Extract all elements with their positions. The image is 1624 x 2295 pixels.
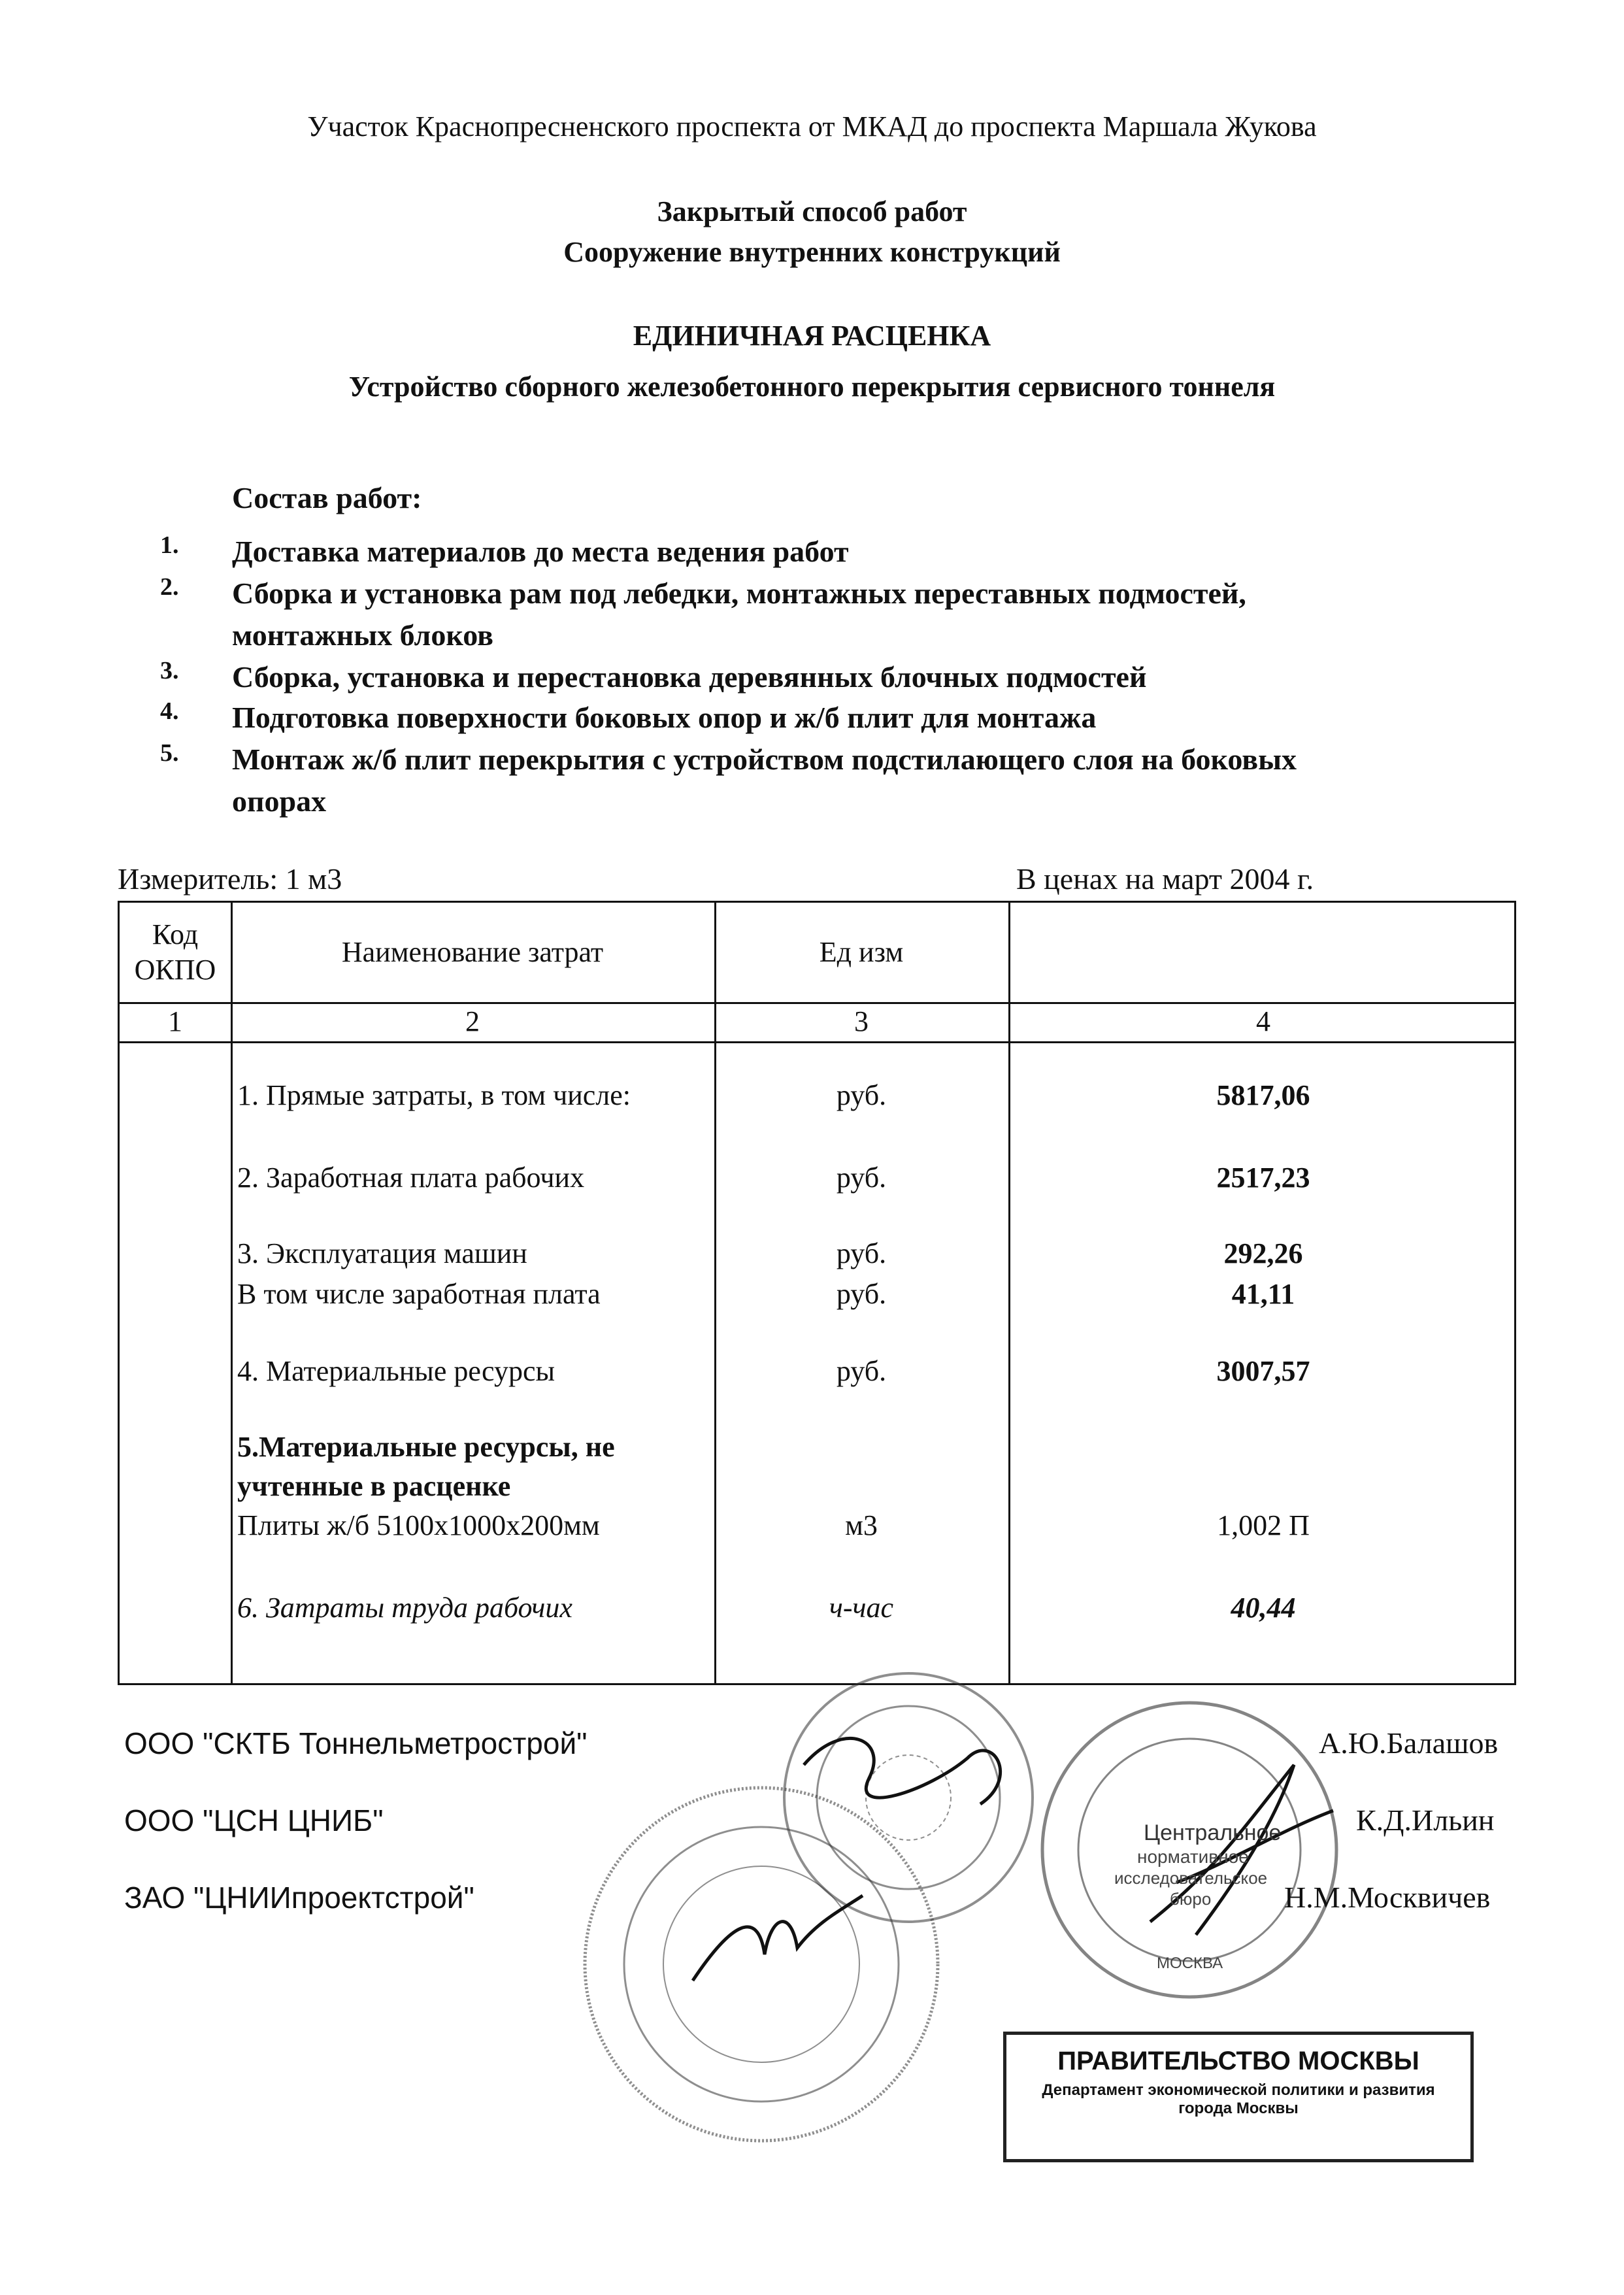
doc-subject: Устройство сборного железобетонного перекрытия сервисного тоннеля: [348, 371, 1276, 403]
works-item-num: 1.: [160, 531, 179, 559]
row-machines-value: 292,26: [1223, 1237, 1303, 1269]
row-slabs-unit: м3: [845, 1509, 878, 1541]
works-item-text: Доставка материалов до места ведения работ: [232, 535, 849, 568]
signature-org: ООО "ЦСН ЦНИБ": [124, 1803, 384, 1837]
works-item-num: 5.: [160, 739, 179, 767]
stamp-center-line: нормативное: [1137, 1847, 1249, 1867]
measure-unit: Измеритель: 1 м3: [118, 862, 342, 896]
col-number: 1: [168, 1005, 182, 1037]
signature-name: Н.М.Москвичев: [1284, 1881, 1491, 1914]
stamp-round-center: [784, 1673, 1033, 1922]
works-heading: Состав работ:: [232, 481, 422, 514]
stamp-round-left: [585, 1788, 938, 2141]
col-header-name: Наименование затрат: [341, 936, 604, 968]
row-direct-name: 1. Прямые затраты, в том числе:: [237, 1079, 631, 1111]
gov-stamp-subtitle: Департамент экономической политики и развития: [1042, 2081, 1435, 2099]
works-item-text: Сборка и установка рам под лебедки, монтажных переставных подмостей,: [232, 577, 1246, 610]
row-materials-unit: руб.: [836, 1355, 887, 1387]
signature-org: ЗАО "ЦНИИпроектстрой": [124, 1881, 474, 1915]
col-number: 4: [1256, 1005, 1270, 1037]
gov-approval-stamp: [1003, 2032, 1474, 2162]
price-date: В ценах на март 2004 г.: [1016, 862, 1314, 896]
row-slabs-name: Плиты ж/б 5100х1000х200мм: [237, 1509, 600, 1541]
gov-stamp-subtitle: города Москвы: [1178, 2100, 1299, 2117]
col-number: 3: [854, 1005, 869, 1037]
works-item-text: опорах: [232, 784, 327, 818]
row-machines-wages-unit: руб.: [836, 1278, 887, 1310]
row-wages-unit: руб.: [836, 1162, 887, 1194]
works-item-num: 4.: [160, 697, 179, 725]
works-item-text: Сборка, установка и перестановка деревянных блочных подмостей: [232, 660, 1147, 694]
row-direct-unit: руб.: [836, 1079, 887, 1111]
row-machines-wages-name: В том числе заработная плата: [237, 1278, 601, 1310]
row-materials-name: 4. Материальные ресурсы: [237, 1355, 555, 1387]
col-header-unit: Ед изм: [819, 936, 904, 968]
row-slabs-value: 1,002 П: [1217, 1509, 1310, 1541]
row-wages-value: 2517,23: [1216, 1162, 1310, 1194]
signature-moskvichev: [693, 1896, 863, 1981]
col-header-code: Код ОКПО: [134, 918, 216, 986]
signature-name: А.Ю.Балашов: [1319, 1726, 1499, 1760]
row-labor-name: 6. Затраты труда рабочих: [237, 1592, 572, 1624]
row-machines-name: 3. Эксплуатация машин: [237, 1237, 527, 1269]
works-item-text: монтажных блоков: [232, 618, 493, 652]
work-stage: Сооружение внутренних конструкций: [563, 236, 1061, 268]
works-item-text: Монтаж ж/б плит перекрытия с устройством подстилающего слоя на боковых: [232, 743, 1297, 776]
works-item-text: Подготовка поверхности боковых опор и ж/б плит для монтажа: [232, 701, 1097, 734]
signature-balashov: [804, 1739, 1001, 1804]
col-number: 2: [465, 1005, 480, 1037]
stamp-moscow: МОСКВА: [1157, 1954, 1223, 1972]
row-labor-unit: ч-час: [829, 1592, 894, 1624]
row-labor-value: 40,44: [1231, 1592, 1296, 1624]
row-machines-unit: руб.: [836, 1237, 887, 1269]
work-method: Закрытый способ работ: [657, 195, 967, 227]
row-unaccounted-title: 5.Материальные ресурсы, не: [237, 1431, 615, 1463]
row-wages-name: 2. Заработная плата рабочих: [237, 1162, 585, 1194]
project-line: Участок Краснопресненского проспекта от МКАД до проспекта Маршала Жукова: [307, 110, 1317, 142]
gov-stamp-title: ПРАВИТЕЛЬСТВО МОСКВЫ: [1057, 2047, 1419, 2075]
signature-name: К.Д.Ильин: [1356, 1803, 1495, 1837]
row-unaccounted-title: учтенные в расценке: [237, 1470, 511, 1502]
stamp-center-line: исследовательское: [1114, 1868, 1268, 1888]
stamp-center-word: Центральное: [1144, 1820, 1282, 1845]
signature-org: ООО "СКТБ Тоннельметрострой": [124, 1726, 588, 1760]
row-materials-value: 3007,57: [1216, 1355, 1310, 1387]
doc-title: ЕДИНИЧНАЯ РАСЦЕНКА: [633, 320, 991, 352]
works-item-num: 2.: [160, 573, 179, 601]
works-item-num: 3.: [160, 657, 179, 684]
row-direct-value: 5817,06: [1216, 1079, 1310, 1111]
row-machines-wages-value: 41,11: [1231, 1278, 1295, 1310]
stamp-center-line: бюро: [1170, 1889, 1212, 1909]
